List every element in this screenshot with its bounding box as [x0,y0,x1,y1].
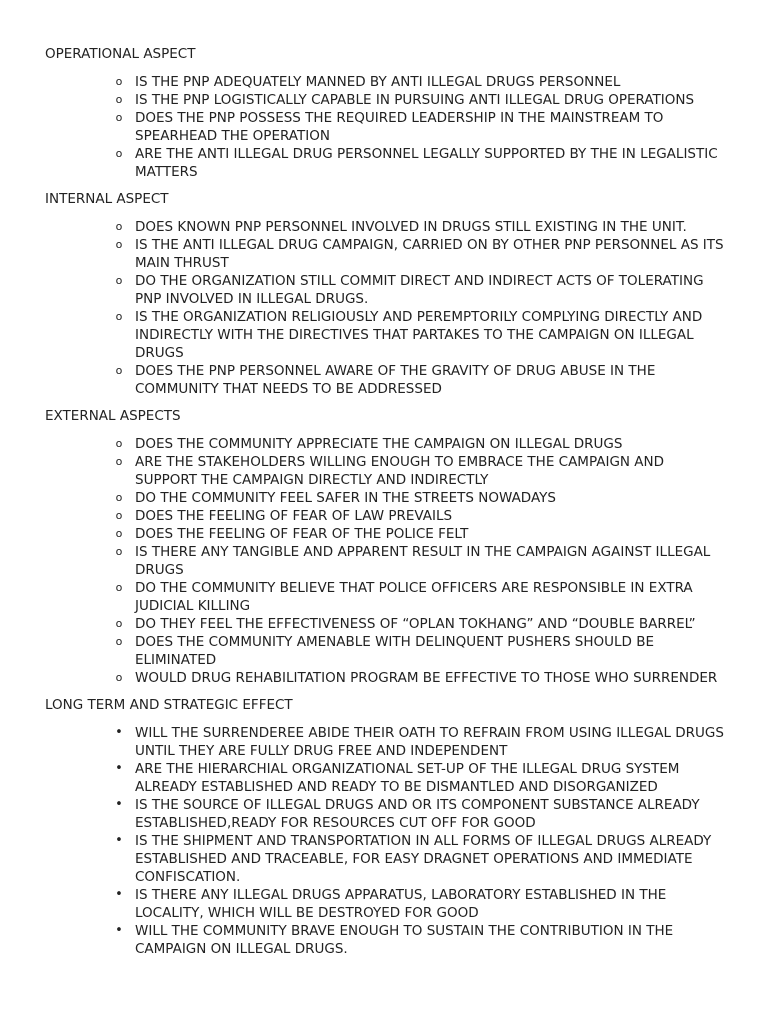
list-item-text: IS THE ANTI ILLEGAL DRUG CAMPAIGN, CARRIED ON BY OTHER PNP PERSONNEL AS ITS MAIN THRUST [135,237,724,271]
section-internal-aspect [45,190,728,398]
list-item-text: WILL THE SURRENDEREE ABIDE THEIR OATH TO REFRAIN FROM USING ILLEGAL DRUGS UNTIL THEY ARE FULLY DRUG FREE AND INDEPENDENT [135,725,724,759]
list-item [45,236,728,272]
list-item-text: WILL THE COMMUNITY BRAVE ENOUGH TO SUSTAIN THE CONTRIBUTION IN THE CAMPAIGN ON ILLEGAL DRUGS. [135,923,674,957]
list-item-text: IS THERE ANY TANGIBLE AND APPARENT RESULT IN THE CAMPAIGN AGAINST ILLEGAL DRUGS [135,544,711,578]
list-item [45,886,728,922]
list-item [45,272,728,308]
disc-bullet-icon: • [115,923,123,938]
list-item [45,615,728,633]
circle-bullet-icon: o [115,545,123,558]
list-item [45,145,728,181]
list-item [45,489,728,507]
circle-bullet-icon: o [115,111,123,124]
list-item-text: IS THE SHIPMENT AND TRANSPORTATION IN ALL FORMS OF ILLEGAL DRUGS ALREADY ESTABLISHED AND TRACEABLE, FOR EASY DRAGNET OPERATIONS AND IMMEDIATE CONFISCATION. [135,833,712,885]
list-item [45,796,728,832]
list-item [45,91,728,109]
circle-bullet-icon: o [115,617,123,630]
list-item-text: ARE THE STAKEHOLDERS WILLING ENOUGH TO EMBRACE THE CAMPAIGN AND SUPPORT THE CAMPAIGN DIRECTLY AND INDIRECTLY [135,454,665,488]
bullet-list [45,724,728,958]
list-item-text: DO THE COMMUNITY BELIEVE THAT POLICE OFFICERS ARE RESPONSIBLE IN EXTRA JUDICIAL KILLING [135,580,693,614]
bullet-list [45,73,728,181]
list-item-text: DOES THE FEELING OF FEAR OF THE POLICE FELT [135,526,469,542]
list-item-text: IS THE SOURCE OF ILLEGAL DRUGS AND OR ITS COMPONENT SUBSTANCE ALREADY ESTABLISHED,READY FOR RESOURCES CUT OFF FOR GOOD [135,797,700,831]
list-item-text: DOES THE COMMUNITY AMENABLE WITH DELINQUENT PUSHERS SHOULD BE ELIMINATED [135,634,655,668]
section-external-aspects [45,407,728,687]
list-item-text: DO THE ORGANIZATION STILL COMMIT DIRECT AND INDIRECT ACTS OF TOLERATING PNP INVOLVED IN ILLEGAL DRUGS. [135,273,704,307]
list-item-text: DO THEY FEEL THE EFFECTIVENESS OF “OPLAN TOKHANG” AND “DOUBLE BARREL” [135,616,696,632]
list-item-text: DOES KNOWN PNP PERSONNEL INVOLVED IN DRUGS STILL EXISTING IN THE UNIT. [135,219,687,235]
list-item [45,760,728,796]
list-item [45,579,728,615]
disc-bullet-icon: • [115,761,123,776]
circle-bullet-icon: o [115,93,123,106]
list-item-text: WOULD DRUG REHABILITATION PROGRAM BE EFFECTIVE TO THOSE WHO SURRENDER [135,670,718,686]
circle-bullet-icon: o [115,220,123,233]
list-item-text: DOES THE FEELING OF FEAR OF LAW PREVAILS [135,508,453,524]
list-item [45,308,728,362]
list-item [45,73,728,91]
list-item [45,435,728,453]
disc-bullet-icon: • [115,887,123,902]
section-heading: INTERNAL ASPECT [45,191,169,207]
list-item-text: ARE THE HIERARCHIAL ORGANIZATIONAL SET-UP OF THE ILLEGAL DRUG SYSTEM ALREADY ESTABLISHED AND READY TO BE DISMANTLED AND DISORGANIZED [135,761,680,795]
circle-bullet-icon: o [115,509,123,522]
list-item [45,669,728,687]
disc-bullet-icon: • [115,833,123,848]
bullet-list [45,435,728,687]
section-operational-aspect [45,45,728,181]
list-item [45,543,728,579]
list-item-text: IS THE ORGANIZATION RELIGIOUSLY AND PEREMPTORILY COMPLYING DIRECTLY AND INDIRECTLY WITH THE DIRECTIVES THAT PARTAKES TO THE CAMPAIGN ON ILLEGAL DRUGS [135,309,703,361]
circle-bullet-icon: o [115,491,123,504]
list-item [45,507,728,525]
list-item [45,832,728,886]
circle-bullet-icon: o [115,671,123,684]
list-item [45,724,728,760]
circle-bullet-icon: o [115,238,123,251]
list-item [45,922,728,958]
disc-bullet-icon: • [115,725,123,740]
circle-bullet-icon: o [115,147,123,160]
bullet-list [45,218,728,398]
list-item [45,218,728,236]
section-heading: EXTERNAL ASPECTS [45,408,181,424]
circle-bullet-icon: o [115,527,123,540]
list-item-text: IS THE PNP LOGISTICALLY CAPABLE IN PURSUING ANTI ILLEGAL DRUG OPERATIONS [135,92,695,108]
list-item-text: IS THE PNP ADEQUATELY MANNED BY ANTI ILLEGAL DRUGS PERSONNEL [135,74,621,90]
list-item-text: DOES THE PNP POSSESS THE REQUIRED LEADERSHIP IN THE MAINSTREAM TO SPEARHEAD THE OPERATION [135,110,664,144]
list-item [45,633,728,669]
disc-bullet-icon: • [115,797,123,812]
list-item-text: DOES THE COMMUNITY APPRECIATE THE CAMPAIGN ON ILLEGAL DRUGS [135,436,623,452]
circle-bullet-icon: o [115,455,123,468]
list-item [45,362,728,398]
list-item [45,453,728,489]
list-item-text: ARE THE ANTI ILLEGAL DRUG PERSONNEL LEGALLY SUPPORTED BY THE IN LEGALISTIC MATTERS [135,146,718,180]
circle-bullet-icon: o [115,364,123,377]
list-item-text: DOES THE PNP PERSONNEL AWARE OF THE GRAVITY OF DRUG ABUSE IN THE COMMUNITY THAT NEEDS TO BE ADDRESSED [135,363,656,397]
list-item-text: DO THE COMMUNITY FEEL SAFER IN THE STREETS NOWADAYS [135,490,556,506]
section-heading: OPERATIONAL ASPECT [45,46,196,62]
list-item-text: IS THERE ANY ILLEGAL DRUGS APPARATUS, LABORATORY ESTABLISHED IN THE LOCALITY, WHICH WILL BE DESTROYED FOR GOOD [135,887,667,921]
circle-bullet-icon: o [115,581,123,594]
circle-bullet-icon: o [115,274,123,287]
circle-bullet-icon: o [115,310,123,323]
circle-bullet-icon: o [115,635,123,648]
circle-bullet-icon: o [115,75,123,88]
circle-bullet-icon: o [115,437,123,450]
list-item [45,525,728,543]
section-long-term-strategic-effect [45,696,728,958]
section-heading: LONG TERM AND STRATEGIC EFFECT [45,697,293,713]
list-item [45,109,728,145]
